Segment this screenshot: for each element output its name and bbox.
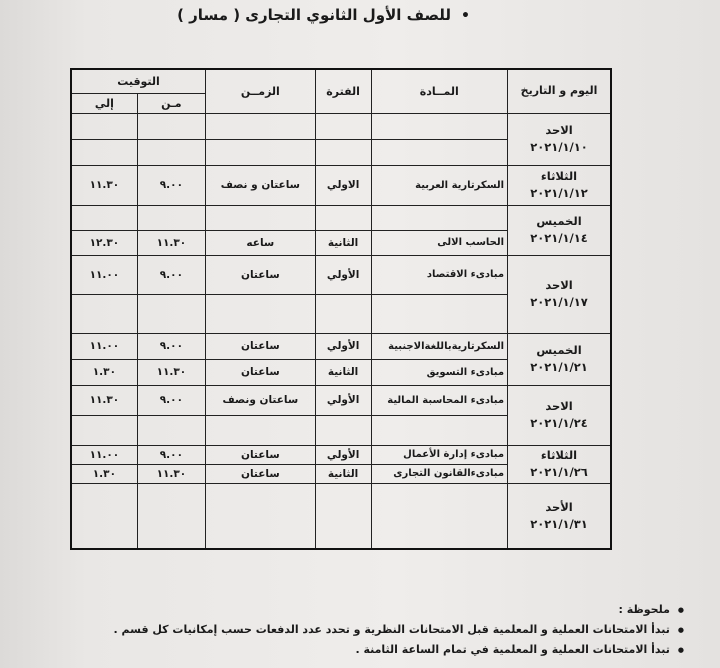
table-row	[71, 205, 611, 230]
header-timing: التوقيت	[71, 69, 206, 93]
subject-cell: مبادىء المحاسبة المالية	[371, 385, 508, 415]
to-time-cell	[71, 205, 137, 230]
exam-date: ٢٠٢١/١/٣١	[530, 516, 588, 531]
day-date-cell	[508, 113, 611, 165]
period-cell: الاولي	[315, 165, 371, 205]
from-time-cell	[137, 483, 205, 549]
note-item: ● تبدأ الامتحانات العملية و المعلمية في تمام الساعة الثامنة .	[24, 640, 684, 660]
duration-cell	[206, 294, 316, 333]
to-time-cell	[71, 483, 137, 549]
page-title	[177, 6, 470, 24]
exam-date: ٢٠٢١/١/٢٦	[530, 465, 588, 479]
day-name: الثلاثاء	[540, 448, 578, 462]
day-date-cell	[508, 333, 611, 385]
duration-cell	[206, 415, 316, 445]
period-cell	[315, 294, 371, 333]
subject-cell	[371, 205, 508, 230]
header-from: مـن	[137, 93, 205, 113]
exam-date: ٢٠٢١/١/٢٤	[530, 416, 588, 430]
from-time-cell: ٩.٠٠	[137, 165, 205, 205]
note-item: ● تبدأ الامتحانات العملية و المعلمية قبل الامتحانات النظرية و تحدد عدد الدفعات حسب إمكانيات كل قسم .	[24, 620, 684, 640]
title-bullet: •	[461, 8, 470, 24]
from-time-cell	[137, 139, 205, 165]
to-time-cell: ١.٣٠	[71, 359, 137, 385]
from-time-cell: ١١.٣٠	[137, 359, 205, 385]
title-text: للصف الأول الثانوي التجارى ( مسار )	[177, 6, 452, 24]
period-cell: الأولي	[315, 385, 371, 415]
from-time-cell: ٩.٠٠	[137, 255, 205, 294]
period-cell	[315, 113, 371, 139]
from-time-cell: ١١.٣٠	[137, 230, 205, 255]
subject-cell	[371, 113, 508, 139]
from-time-cell	[137, 294, 205, 333]
exam-date: ٢٠٢١/١/١٢	[530, 186, 588, 200]
header-duration: الزمــن	[206, 69, 316, 113]
day-date-cell	[508, 445, 611, 483]
duration-cell: ساعتان	[206, 359, 316, 385]
subject-cell	[371, 139, 508, 165]
exam-schedule-table	[70, 68, 612, 550]
subject-cell	[371, 415, 508, 445]
to-time-cell	[71, 139, 137, 165]
subject-cell	[371, 483, 508, 549]
notes-heading: ● ملحوظة :	[24, 600, 684, 620]
to-time-cell	[71, 294, 137, 333]
to-time-cell: ١.٣٠	[71, 464, 137, 483]
to-time-cell: ١١.٠٠	[71, 333, 137, 359]
table-row	[71, 445, 611, 464]
to-time-cell	[71, 113, 137, 139]
to-time-cell: ١١.٣٠	[71, 165, 137, 205]
day-name: الثلاثاء	[540, 169, 578, 183]
table-row	[71, 385, 611, 415]
from-time-cell: ٩.٠٠	[137, 385, 205, 415]
exam-date: ٢٠٢١/١/١٧	[530, 295, 588, 309]
period-cell: الأولي	[315, 445, 371, 464]
duration-cell: ساعتان	[206, 445, 316, 464]
period-cell: الأولي	[315, 333, 371, 359]
period-cell: الثانية	[315, 464, 371, 483]
day-name: الاحد	[545, 399, 573, 413]
from-time-cell	[137, 113, 205, 139]
subject-cell: مبادىء الاقتصاد	[371, 255, 508, 294]
day-date-cell	[508, 255, 611, 333]
duration-cell	[206, 483, 316, 549]
table-row	[71, 255, 611, 294]
from-time-cell: ١١.٣٠	[137, 464, 205, 483]
subject-cell: السكرتارية العربية	[371, 165, 508, 205]
header-subject: المــادة	[371, 69, 508, 113]
duration-cell	[206, 113, 316, 139]
subject-cell: مبادىء إدارة الأعمال	[371, 445, 508, 464]
duration-cell: ساعتان و نصف	[206, 165, 316, 205]
subject-cell: مبادىء التسويق	[371, 359, 508, 385]
day-date-cell	[508, 205, 611, 255]
from-time-cell	[137, 415, 205, 445]
day-name: الأحد	[545, 499, 573, 514]
header-to: إلي	[71, 93, 137, 113]
period-cell	[315, 205, 371, 230]
day-name: الخميس	[536, 214, 582, 228]
duration-cell: ساعه	[206, 230, 316, 255]
to-time-cell: ١١.٣٠	[71, 385, 137, 415]
subject-cell	[371, 294, 508, 333]
exam-date: ٢٠٢١/١/١٤	[530, 231, 588, 245]
to-time-cell	[71, 415, 137, 445]
day-date-cell	[508, 385, 611, 445]
table-row	[71, 113, 611, 139]
period-cell: الأولي	[315, 255, 371, 294]
table-row	[71, 165, 611, 205]
to-time-cell: ١٢.٣٠	[71, 230, 137, 255]
day-name: الاحد	[545, 278, 573, 292]
duration-cell	[206, 205, 316, 230]
table-row	[71, 333, 611, 359]
day-date-cell	[508, 483, 611, 549]
exam-date: ٢٠٢١/١/٢١	[530, 360, 588, 374]
to-time-cell: ١١.٠٠	[71, 255, 137, 294]
duration-cell	[206, 139, 316, 165]
from-time-cell	[137, 205, 205, 230]
header-period: الفترة	[315, 69, 371, 113]
day-name: الخميس	[536, 343, 582, 357]
to-time-cell: ١١.٠٠	[71, 445, 137, 464]
schedule-body	[71, 113, 611, 549]
subject-cell: مبادىءالقانون التجارى	[371, 464, 508, 483]
duration-cell: ساعتان	[206, 333, 316, 359]
day-name: الاحد	[545, 123, 573, 137]
period-cell	[315, 483, 371, 549]
subject-cell: السكرتاريةباللغةالاجنبية	[371, 333, 508, 359]
duration-cell: ساعتان	[206, 255, 316, 294]
exam-date: ٢٠٢١/١/١٠	[530, 140, 588, 154]
period-cell	[315, 415, 371, 445]
table-row	[71, 483, 611, 549]
period-cell	[315, 139, 371, 165]
period-cell: الثانية	[315, 359, 371, 385]
header-day-date: اليوم و التاريخ	[508, 69, 611, 113]
period-cell: الثانية	[315, 230, 371, 255]
from-time-cell: ٩.٠٠	[137, 333, 205, 359]
duration-cell: ساعتان ونصف	[206, 385, 316, 415]
day-date-cell	[508, 165, 611, 205]
notes-section	[24, 600, 684, 660]
subject-cell: الحاسب الالى	[371, 230, 508, 255]
duration-cell: ساعتان	[206, 464, 316, 483]
from-time-cell: ٩.٠٠	[137, 445, 205, 464]
